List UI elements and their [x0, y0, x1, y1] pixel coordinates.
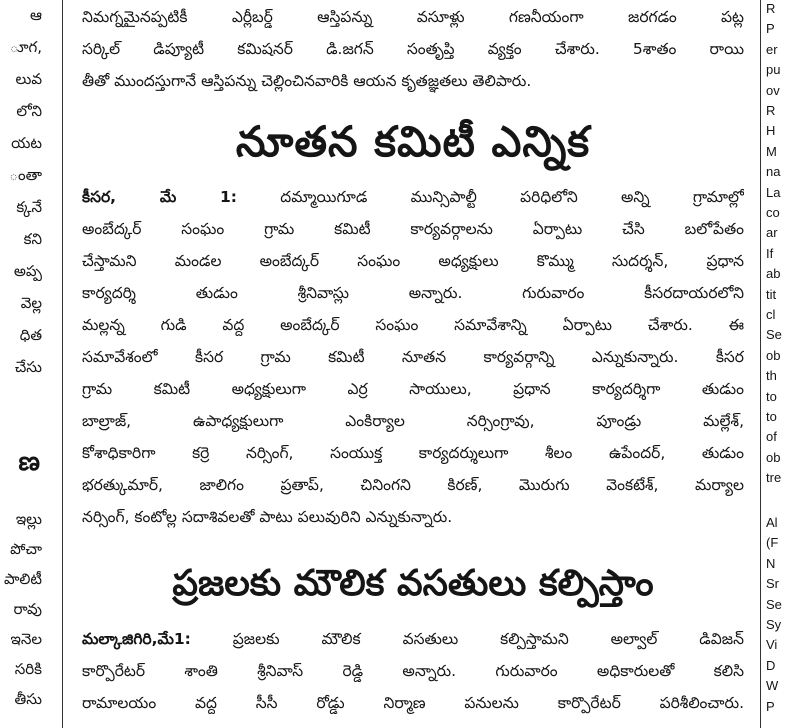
left-column-fragment: తీసు	[14, 690, 42, 708]
right-column-fragment: N	[766, 555, 776, 571]
right-column-fragment: ov	[766, 82, 780, 98]
left-column-fragment: పాలిటీ	[3, 570, 42, 588]
right-column-fragment: P	[766, 698, 775, 714]
right-column-fragment: ob	[766, 449, 781, 465]
continued-line-2: సర్కిల్ డిప్యూటీ కమిషనర్ డి.జగన్ సంతృప్తి వ్యక్తం చేశారు. 5శాతం రాయి	[82, 40, 744, 58]
left-column-fragment: పోచా	[10, 540, 42, 558]
left-column-fragment: వెల్ల	[20, 294, 42, 312]
right-column-fragment: (F	[766, 535, 779, 551]
article-1-line-2: అంబేద్కర్ సంఘం గ్రామ కమిటీ కార్యవర్గాలను ఏర్పాటు చేసి బలోపేతం	[82, 220, 744, 238]
article-2-line-1-text: ప్రజలకు మౌలిక వసతులు కల్పిస్తామని అల్వాల్ డివిజన్	[190, 630, 744, 648]
article-1-line-11: నర్సింగ్, కంటోల్ల సదాశివలతో పాటు పలువురిని ఎన్నుకున్నారు.	[82, 508, 453, 526]
headline-new-committee: నూతన కమిటీ ఎన్నిక	[235, 117, 591, 166]
right-column-fragment: pu	[766, 62, 781, 78]
right-column-fragment: cl	[766, 307, 776, 322]
right-column-fragment: Sr	[766, 576, 779, 592]
left-column-fragment: అప్ప	[13, 262, 42, 280]
left-column-fragment: ధిత	[19, 326, 42, 344]
right-column-fragment: Sy	[766, 617, 782, 632]
continued-line-3: తీతో ముందస్తుగానే ఆస్తిపన్ను చెల్లించినవారికి ఆయన కృతజ్ఞతలు తెలిపారు.	[82, 72, 532, 90]
article-1-line-6: సమావేశంలో కీసర గ్రామ కమిటీ నూతన కార్యవర్గాన్ని ఎన్నుకున్నారు. కీసర	[82, 348, 744, 366]
article-1-line-10: భరత్కుమార్, జాలిగం ప్రతాప్, చినింగని కిరణ్, మొరుగు వెంకటేశ్, మర్యాల	[82, 476, 744, 494]
right-column-fragment: P	[766, 21, 775, 37]
right-column-fragment: ar	[766, 225, 778, 241]
right-column-fragment: Vi	[766, 637, 778, 653]
article-2-line-1	[82, 626, 744, 653]
left-column-fragment: ఇల్లు	[15, 510, 42, 528]
right-column-fragment: tre	[766, 470, 782, 486]
left-column-fragment: యట	[11, 134, 42, 152]
main-article-column	[82, 0, 744, 728]
right-column-fragment: of	[766, 429, 777, 445]
left-adjacent-column	[0, 0, 44, 728]
left-column-fragment: సరికి	[14, 660, 42, 678]
right-column-fragment: Al	[766, 515, 778, 530]
article-1-line-9: కోశాధికారిగా కర్రె నర్సింగ్, సంయుక్త కార్యదర్శులుగా శీలం ఉపేందర్, తుడుం	[82, 444, 744, 462]
left-column-fragment: కని	[23, 230, 42, 248]
column-divider-right	[760, 0, 761, 728]
left-column-fragment: లువ	[15, 70, 42, 88]
right-column-fragment: M	[766, 143, 777, 159]
right-column-fragment: tit	[766, 286, 777, 302]
article-1-line-7: గ్రామ కమిటీ అధ్యక్షులుగా ఎర్ర సాయులు, ప్రధాన కార్యదర్శిగా తుడుం	[82, 380, 744, 398]
right-column-fragment: If	[766, 245, 774, 261]
left-column-fragment: ఇనెల	[10, 630, 42, 648]
right-column-fragment: R	[766, 103, 776, 118]
right-column-fragment: to	[766, 388, 777, 404]
left-column-fragment: లోని	[16, 102, 42, 120]
left-column-fragment: చేసు	[14, 358, 42, 376]
left-column-fragment: క్కనే	[16, 198, 42, 216]
article-2-line-2: కార్పొరేటర్ శాంతి శ్రీనివాస్ రెడ్డి అన్నారు. గురువారం అధికారులతో కలిసి	[82, 662, 744, 680]
article-1-line-1-text: దమ్మాయిగూడ మున్సిపాల్టీ పరిధిలోని అన్ని గ్రామాల్లో	[236, 188, 744, 206]
left-column-heading-fragment: ణ	[18, 447, 40, 477]
right-column-fragment: Se	[766, 327, 782, 343]
right-column-fragment: D	[766, 657, 776, 673]
right-column-fragment: Se	[766, 596, 782, 612]
article-2-line-3: రామాలయం వద్ద సీసీ రోడ్డు నిర్మాణ పనులను కార్పొరేటర్ పరిశీలించారు.	[82, 694, 744, 712]
column-divider-left	[62, 0, 63, 728]
left-column-fragment: ఆ	[30, 6, 42, 24]
headline-basic-amenities: ప్రజలకు మౌలిక వసతులు కల్పిస్తాం	[172, 563, 654, 604]
right-column-fragment: th	[766, 368, 777, 384]
article-1-dateline: కీసర, మే 1:	[82, 188, 237, 206]
right-column-fragment: W	[766, 678, 779, 694]
right-adjacent-column	[766, 0, 800, 728]
left-column-fragment: ంతా	[9, 166, 42, 184]
continued-line-1: నిమగ్నమైనప్పటికీ ఎర్లీబర్డ్ ఆస్తిపన్ను వసూళ్లు గణనీయంగా జరగడం పట్ల	[82, 8, 744, 26]
right-column-fragment: La	[766, 184, 781, 200]
right-column-fragment: co	[766, 205, 780, 220]
left-column-fragment: ూగ,	[9, 38, 42, 56]
right-column-fragment: ob	[766, 347, 781, 363]
right-column-fragment: ab	[766, 266, 781, 282]
article-1-line-4: కార్యదర్శి తుడుం శ్రీనివాస్లు అన్నారు. గురువారం కీసరదాయరలోని	[82, 284, 744, 302]
article-1-line-3: చేస్తామని మండల అంబేద్కర్ సంఘం అధ్యక్షులు కొమ్ము సుదర్శన్, ప్రధాన	[82, 252, 744, 270]
article-1-line-1	[82, 184, 744, 211]
right-column-fragment: to	[766, 409, 777, 424]
article-1-line-8: బాల్రాజ్, ఉపాధ్యక్షులుగా ఎంకిర్యాల నర్సింగ్రావు, పూండ్రు మల్లేశ్,	[82, 412, 744, 430]
article-2-dateline: మల్కాజిగిరి,మే1:	[82, 630, 191, 648]
right-column-fragment: na	[766, 164, 781, 180]
right-column-fragment: H	[766, 123, 776, 139]
right-column-fragment: R	[766, 1, 776, 16]
right-column-fragment: er	[766, 41, 778, 57]
left-column-fragment: రావు	[13, 600, 42, 618]
article-1-line-5: మల్లన్న గుడి వద్ద అంబేద్కర్ సంఘం సమావేశాన్ని ఏర్పాటు చేశారు. ఈ	[82, 316, 744, 334]
